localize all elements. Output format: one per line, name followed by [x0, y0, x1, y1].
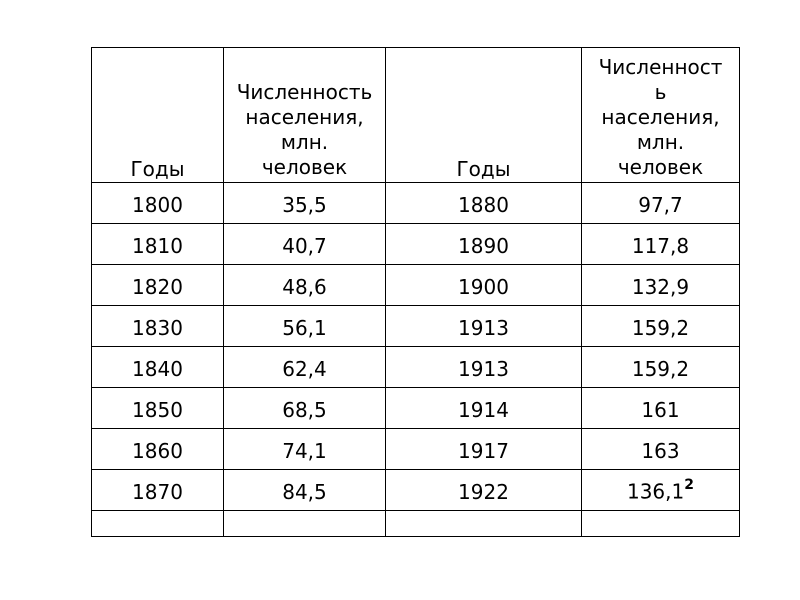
population-left-cell: 74,1: [224, 429, 386, 470]
year-right-cell: 1913: [386, 347, 582, 388]
population-left-cell: 40,7: [224, 224, 386, 265]
table-header-row: [92, 48, 740, 183]
year-right-cell: 1890: [386, 224, 582, 265]
population-left-cell: 48,6: [224, 265, 386, 306]
population-left-cell: 35,5: [224, 183, 386, 224]
year-right-cell: 1900: [386, 265, 582, 306]
table-row: [92, 388, 740, 429]
header-population-right: Численност ь населения, млн. человек: [582, 48, 740, 183]
population-left-cell: 84,5: [224, 470, 386, 511]
population-value: 136,1: [626, 479, 685, 504]
header-years-right: Годы: [386, 48, 582, 183]
population-right-cell: 117,8: [582, 224, 740, 265]
year-left-cell: 1830: [92, 306, 224, 347]
table-row: [92, 224, 740, 265]
empty-cell: [582, 511, 740, 537]
year-right-cell: 1913: [386, 306, 582, 347]
year-right-cell: 1914: [386, 388, 582, 429]
year-left-cell: 1800: [92, 183, 224, 224]
year-left-cell: 1820: [92, 265, 224, 306]
empty-cell: [92, 511, 224, 537]
population-right-cell: 159,2: [582, 347, 740, 388]
population-left-cell: 68,5: [224, 388, 386, 429]
table-row: [92, 347, 740, 388]
footnote-marker: 2: [684, 477, 694, 494]
population-right-cell: 161: [582, 388, 740, 429]
population-right-cell: 159,2: [582, 306, 740, 347]
year-right-cell: 1917: [386, 429, 582, 470]
table-row: [92, 265, 740, 306]
empty-cell: [224, 511, 386, 537]
year-left-cell: 1840: [92, 347, 224, 388]
table-row: [92, 183, 740, 224]
table-row: [92, 429, 740, 470]
empty-row: [92, 511, 740, 537]
population-left-cell: 62,4: [224, 347, 386, 388]
year-right-cell: 1922: [386, 470, 582, 511]
year-left-cell: 1870: [92, 470, 224, 511]
empty-cell: [386, 511, 582, 537]
population-table: [91, 47, 740, 537]
population-right-cell: 97,7: [582, 183, 740, 224]
population-right-cell: 163: [582, 429, 740, 470]
year-left-cell: 1850: [92, 388, 224, 429]
header-years-left: Годы: [92, 48, 224, 183]
table-row: [92, 306, 740, 347]
table-row: [92, 470, 740, 511]
header-population-left: Численность населения, млн. человек: [224, 48, 386, 183]
year-left-cell: 1860: [92, 429, 224, 470]
population-left-cell: 56,1: [224, 306, 386, 347]
population-right-cell: [582, 470, 740, 511]
year-right-cell: 1880: [386, 183, 582, 224]
year-left-cell: 1810: [92, 224, 224, 265]
population-right-cell: 132,9: [582, 265, 740, 306]
